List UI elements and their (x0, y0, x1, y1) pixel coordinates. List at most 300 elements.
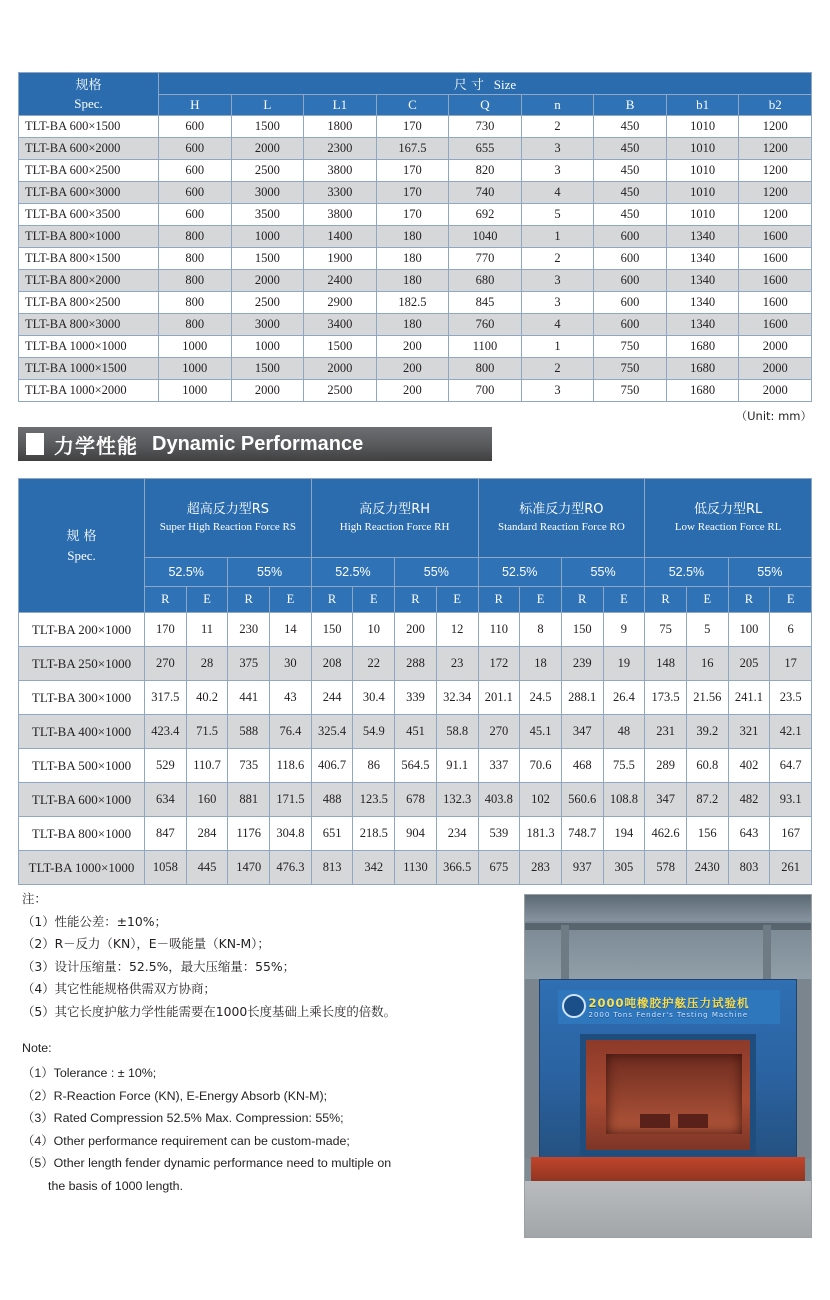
dimension-cell: 2000 (304, 358, 377, 380)
dimension-cell: 2000 (739, 380, 812, 402)
performance-percent-header-8: 55% (728, 558, 811, 586)
performance-group-header-cn: 标准反力型RO (519, 501, 604, 517)
dimension-cell: 450 (594, 182, 667, 204)
dimension-cell: 3 (521, 138, 594, 160)
performance-group-header-en: High Reaction Force RH (339, 520, 450, 533)
performance-re-header-8: E (436, 586, 478, 612)
dimension-cell: 3300 (304, 182, 377, 204)
dimension-row-spec: TLT-BA 1000×1000 (19, 336, 159, 358)
performance-cell: 441 (228, 681, 270, 715)
performance-cell: 76.4 (270, 715, 312, 749)
dimension-row-spec: TLT-BA 800×1000 (19, 226, 159, 248)
performance-re-header-7: R (395, 586, 437, 612)
performance-cell: 239 (561, 647, 603, 681)
dimension-col-header-b2: b2 (739, 95, 812, 116)
dimension-cell: 170 (376, 116, 449, 138)
dimension-cell: 1010 (666, 182, 739, 204)
performance-cell: 110.7 (186, 749, 228, 783)
table-row (19, 336, 812, 358)
dimension-cell: 3000 (231, 314, 304, 336)
notes-title-cn: 注： (22, 891, 47, 906)
table-row (19, 613, 812, 647)
dimension-cell: 2 (521, 248, 594, 270)
performance-cell: 529 (145, 749, 187, 783)
dimension-cell: 2500 (304, 380, 377, 402)
performance-cell: 70.6 (520, 749, 562, 783)
dimension-cell: 1600 (739, 248, 812, 270)
performance-cell: 71.5 (186, 715, 228, 749)
dimension-cell: 750 (594, 336, 667, 358)
dimension-cell: 600 (594, 226, 667, 248)
dimension-cell: 182.5 (376, 292, 449, 314)
dimension-cell: 1200 (739, 116, 812, 138)
performance-row-spec: TLT-BA 600×1000 (19, 783, 145, 817)
dimension-cell: 1000 (231, 226, 304, 248)
photo-column-right (763, 925, 771, 985)
table-row (19, 681, 812, 715)
banner-title-en: Dynamic Performance (152, 432, 364, 455)
dimension-cell: 800 (159, 292, 232, 314)
dimension-table-body (19, 116, 812, 402)
performance-re-header-3: R (228, 586, 270, 612)
dimension-cell: 1010 (666, 116, 739, 138)
photo-fender-specimen (606, 1054, 742, 1134)
performance-cell: 39.2 (686, 715, 728, 749)
note-line-en-3: （3）Rated Compression 52.5% Max. Compression: 55%; (22, 1111, 344, 1126)
performance-cell: 366.5 (436, 851, 478, 885)
dimension-cell: 800 (159, 226, 232, 248)
dimension-cell: 740 (449, 182, 522, 204)
performance-cell: 170 (145, 613, 187, 647)
table-row (19, 380, 812, 402)
dimension-cell: 1040 (449, 226, 522, 248)
performance-cell: 23 (436, 647, 478, 681)
performance-cell: 468 (561, 749, 603, 783)
dimension-cell: 200 (376, 358, 449, 380)
performance-cell: 270 (478, 715, 520, 749)
section-banner-dynamic-performance (18, 427, 492, 461)
photo-column-left (561, 925, 569, 985)
performance-table-body (19, 613, 812, 885)
dimension-cell: 1000 (159, 380, 232, 402)
performance-cell: 22 (353, 647, 395, 681)
dimension-col-header-b: B (594, 95, 667, 116)
dimension-cell: 200 (376, 336, 449, 358)
performance-group-header-1 (145, 479, 312, 558)
dimension-cell: 450 (594, 138, 667, 160)
performance-cell: 42.1 (770, 715, 812, 749)
photo-roof (525, 895, 811, 921)
dimension-cell: 2900 (304, 292, 377, 314)
performance-cell: 200 (395, 613, 437, 647)
performance-cell: 288 (395, 647, 437, 681)
photo-specimen-slot-right (678, 1114, 708, 1128)
dimension-cell: 3800 (304, 204, 377, 226)
dimension-cell: 3 (521, 160, 594, 182)
performance-cell: 150 (561, 613, 603, 647)
photo-floor (525, 1181, 811, 1238)
table-row (19, 749, 812, 783)
performance-cell: 283 (520, 851, 562, 885)
dimension-col-header-l: L (231, 95, 304, 116)
table-row (19, 248, 812, 270)
performance-cell: 284 (186, 817, 228, 851)
dimension-row-spec: TLT-BA 800×3000 (19, 314, 159, 336)
dimension-cell: 180 (376, 248, 449, 270)
performance-cell: 904 (395, 817, 437, 851)
dimension-cell: 3800 (304, 160, 377, 182)
photo-machine-sign (558, 990, 780, 1024)
dimension-cell: 1340 (666, 292, 739, 314)
dimension-cell: 2000 (231, 380, 304, 402)
performance-cell: 402 (728, 749, 770, 783)
performance-row-spec: TLT-BA 1000×1000 (19, 851, 145, 885)
photo-company-logo (562, 994, 586, 1018)
dimension-cell: 180 (376, 314, 449, 336)
performance-cell: 132.3 (436, 783, 478, 817)
performance-cell: 2430 (686, 851, 728, 885)
performance-re-header-1: R (145, 586, 187, 612)
performance-percent-header-3: 52.5% (311, 558, 394, 586)
performance-cell: 735 (228, 749, 270, 783)
performance-group-header-en: Standard Reaction Force RO (497, 520, 625, 533)
dimension-cell: 2000 (739, 358, 812, 380)
dimension-cell: 180 (376, 226, 449, 248)
dimension-row-spec: TLT-BA 800×2500 (19, 292, 159, 314)
dimension-cell: 700 (449, 380, 522, 402)
table-row (19, 817, 812, 851)
performance-spec-header (19, 479, 145, 613)
dimension-cell: 167.5 (376, 138, 449, 160)
performance-cell: 560.6 (561, 783, 603, 817)
performance-cell: 578 (645, 851, 687, 885)
dimension-cell: 1 (521, 226, 594, 248)
performance-cell: 123.5 (353, 783, 395, 817)
dimension-row-spec: TLT-BA 800×1500 (19, 248, 159, 270)
dimension-size-header-en: Size (493, 77, 517, 92)
dimension-cell: 3500 (231, 204, 304, 226)
performance-cell: 588 (228, 715, 270, 749)
performance-cell: 100 (728, 613, 770, 647)
performance-percent-header-2: 55% (228, 558, 311, 586)
dimension-cell: 180 (376, 270, 449, 292)
performance-cell: 14 (270, 613, 312, 647)
dimension-cell: 1600 (739, 226, 812, 248)
performance-group-header-2 (311, 479, 478, 558)
dimension-cell: 600 (594, 292, 667, 314)
performance-cell: 564.5 (395, 749, 437, 783)
dimension-cell: 800 (159, 314, 232, 336)
dimension-cell: 2400 (304, 270, 377, 292)
performance-cell: 403.8 (478, 783, 520, 817)
dimension-cell: 600 (159, 160, 232, 182)
dimension-cell: 692 (449, 204, 522, 226)
dimension-cell: 3 (521, 380, 594, 402)
performance-cell: 218.5 (353, 817, 395, 851)
performance-cell: 241.1 (728, 681, 770, 715)
performance-re-header-2: E (186, 586, 228, 612)
dimension-cell: 1010 (666, 138, 739, 160)
performance-group-row (19, 479, 812, 558)
table-row (19, 138, 812, 160)
performance-cell: 32.34 (436, 681, 478, 715)
performance-percent-header-6: 55% (561, 558, 644, 586)
performance-cell: 91.1 (436, 749, 478, 783)
performance-cell: 8 (520, 613, 562, 647)
performance-cell: 48 (603, 715, 645, 749)
dimension-cell: 1000 (231, 336, 304, 358)
performance-cell: 634 (145, 783, 187, 817)
dimension-cell: 4 (521, 314, 594, 336)
dimension-cell: 3400 (304, 314, 377, 336)
performance-cell: 10 (353, 613, 395, 647)
performance-cell: 488 (311, 783, 353, 817)
performance-re-header-15: R (728, 586, 770, 612)
performance-cell: 43 (270, 681, 312, 715)
notes-list-en (22, 1062, 492, 1175)
table-row (19, 851, 812, 885)
dimension-row-spec: TLT-BA 1000×2000 (19, 380, 159, 402)
dimension-cell: 1200 (739, 138, 812, 160)
dimension-cell: 1340 (666, 226, 739, 248)
dimension-cell: 680 (449, 270, 522, 292)
performance-cell: 16 (686, 647, 728, 681)
performance-group-header-en: Low Reaction Force RL (674, 520, 782, 533)
performance-cell: 675 (478, 851, 520, 885)
performance-cell: 173.5 (645, 681, 687, 715)
performance-group-header-cn: 低反力型RL (693, 501, 763, 517)
performance-group-header-4 (645, 479, 812, 558)
performance-cell: 171.5 (270, 783, 312, 817)
performance-cell: 445 (186, 851, 228, 885)
note-line-cn-2: （2）R－反力（KN），E－吸能量（KN-M）； (22, 936, 270, 952)
dimension-cell: 1800 (304, 116, 377, 138)
performance-cell: 317.5 (145, 681, 187, 715)
performance-cell: 40.2 (186, 681, 228, 715)
dimension-col-header-c: C (376, 95, 449, 116)
performance-re-header-12: E (603, 586, 645, 612)
performance-cell: 881 (228, 783, 270, 817)
performance-cell: 261 (770, 851, 812, 885)
performance-cell: 58.8 (436, 715, 478, 749)
performance-percent-header-5: 52.5% (478, 558, 561, 586)
performance-cell: 102 (520, 783, 562, 817)
performance-cell: 234 (436, 817, 478, 851)
dimension-cell: 5 (521, 204, 594, 226)
performance-cell: 748.7 (561, 817, 603, 851)
dimension-cell: 800 (159, 248, 232, 270)
performance-cell: 651 (311, 817, 353, 851)
banner-bar-icon (26, 433, 44, 455)
performance-cell: 28 (186, 647, 228, 681)
performance-cell: 482 (728, 783, 770, 817)
photo-machine-base (531, 1157, 805, 1183)
table-row (19, 204, 812, 226)
performance-cell: 160 (186, 783, 228, 817)
performance-cell: 75.5 (603, 749, 645, 783)
performance-cell: 321 (728, 715, 770, 749)
performance-cell: 270 (145, 647, 187, 681)
notes-en-continuation (22, 1175, 492, 1198)
performance-cell: 325.4 (311, 715, 353, 749)
performance-cell: 1470 (228, 851, 270, 885)
performance-cell: 1058 (145, 851, 187, 885)
dimension-cell: 170 (376, 204, 449, 226)
table-row (19, 270, 812, 292)
dimension-cell: 1010 (666, 160, 739, 182)
performance-cell: 30 (270, 647, 312, 681)
photo-sign-sub: 2000 Tons Fender's Testing Machine (588, 1011, 749, 1019)
dimension-cell: 760 (449, 314, 522, 336)
dimension-cell: 1400 (304, 226, 377, 248)
dimension-cell: 1900 (304, 248, 377, 270)
performance-cell: 24.5 (520, 681, 562, 715)
performance-cell: 9 (603, 613, 645, 647)
dimension-cell: 1600 (739, 270, 812, 292)
dimension-row-spec: TLT-BA 600×2000 (19, 138, 159, 160)
dimension-col-header-h: H (159, 95, 232, 116)
dimension-cell: 1010 (666, 204, 739, 226)
dimension-spec-header (19, 73, 159, 116)
performance-cell: 423.4 (145, 715, 187, 749)
dimension-row-spec: TLT-BA 600×2500 (19, 160, 159, 182)
photo-wall-right (797, 979, 811, 1159)
performance-cell: 110 (478, 613, 520, 647)
dimension-col-header-n: n (521, 95, 594, 116)
dimension-cell: 2000 (231, 138, 304, 160)
performance-percent-header-7: 52.5% (645, 558, 728, 586)
dimension-cell: 600 (594, 314, 667, 336)
dimension-cell: 2 (521, 116, 594, 138)
performance-cell: 847 (145, 817, 187, 851)
notes-title-en: Note: (22, 1041, 52, 1056)
dimension-cell: 1200 (739, 204, 812, 226)
dimension-size-header-cn: 尺 寸 (453, 78, 484, 93)
dimension-cell: 1000 (159, 358, 232, 380)
table-row (19, 116, 812, 138)
dimension-cell: 2500 (231, 160, 304, 182)
performance-spec-header-cn: 规 格 (66, 528, 97, 544)
dimension-cell: 730 (449, 116, 522, 138)
performance-percent-header-4: 55% (395, 558, 478, 586)
performance-cell: 45.1 (520, 715, 562, 749)
table-row (19, 292, 812, 314)
performance-re-header-13: R (645, 586, 687, 612)
dimension-cell: 1500 (231, 116, 304, 138)
dimension-table (18, 72, 812, 402)
dimension-spec-header-cn: 规格 (75, 77, 102, 93)
performance-cell: 643 (728, 817, 770, 851)
dimension-cell: 1200 (739, 182, 812, 204)
performance-cell: 19 (603, 647, 645, 681)
dimension-row-spec: TLT-BA 1000×1500 (19, 358, 159, 380)
dimension-cell: 800 (449, 358, 522, 380)
dimension-col-header-l1: L1 (304, 95, 377, 116)
performance-cell: 30.4 (353, 681, 395, 715)
dimension-cell: 170 (376, 160, 449, 182)
dimension-cell: 2000 (231, 270, 304, 292)
dimension-cell: 820 (449, 160, 522, 182)
table-row (19, 160, 812, 182)
performance-cell: 11 (186, 613, 228, 647)
performance-cell: 6 (770, 613, 812, 647)
performance-cell: 194 (603, 817, 645, 851)
performance-cell: 342 (353, 851, 395, 885)
dimension-cell: 1200 (739, 160, 812, 182)
dimension-cell: 450 (594, 116, 667, 138)
dimension-cell: 655 (449, 138, 522, 160)
performance-spec-header-en: Spec. (67, 548, 96, 563)
table-row (19, 715, 812, 749)
performance-group-header-3 (478, 479, 645, 558)
performance-cell: 156 (686, 817, 728, 851)
performance-cell: 1130 (395, 851, 437, 885)
dimension-size-header (159, 73, 812, 95)
dimension-cell: 1340 (666, 314, 739, 336)
note-line-cn-1: （1）性能公差：±10%； (22, 913, 167, 929)
performance-cell: 12 (436, 613, 478, 647)
dimension-cell: 4 (521, 182, 594, 204)
notes-list-cn (22, 911, 492, 1024)
performance-cell: 539 (478, 817, 520, 851)
dimension-cell: 3 (521, 292, 594, 314)
performance-cell: 87.2 (686, 783, 728, 817)
performance-re-header-14: E (686, 586, 728, 612)
table-row (19, 358, 812, 380)
dimension-cell: 2 (521, 358, 594, 380)
performance-row-spec: TLT-BA 250×1000 (19, 647, 145, 681)
dimension-cell: 1100 (449, 336, 522, 358)
performance-cell: 937 (561, 851, 603, 885)
performance-cell: 26.4 (603, 681, 645, 715)
performance-cell: 93.1 (770, 783, 812, 817)
table-row (19, 182, 812, 204)
performance-cell: 75 (645, 613, 687, 647)
dimension-cell: 600 (159, 182, 232, 204)
dimension-cell: 770 (449, 248, 522, 270)
performance-row-spec: TLT-BA 500×1000 (19, 749, 145, 783)
performance-cell: 118.6 (270, 749, 312, 783)
dimension-cell: 1340 (666, 270, 739, 292)
performance-re-header-11: R (561, 586, 603, 612)
photo-specimen-slot-left (640, 1114, 670, 1128)
performance-row-spec: TLT-BA 200×1000 (19, 613, 145, 647)
note-line-cn-5: （5）其它长度护舷力学性能需要在1000长度基础上乘长度的倍数。 (22, 1003, 396, 1019)
performance-cell: 1176 (228, 817, 270, 851)
dimension-cell: 2500 (231, 292, 304, 314)
dimension-cell: 1680 (666, 336, 739, 358)
performance-cell: 406.7 (311, 749, 353, 783)
performance-cell: 375 (228, 647, 270, 681)
dimension-row-spec: TLT-BA 600×3500 (19, 204, 159, 226)
performance-cell: 205 (728, 647, 770, 681)
dimension-row-spec: TLT-BA 600×1500 (19, 116, 159, 138)
performance-re-header-4: E (270, 586, 312, 612)
dynamic-performance-table (18, 478, 812, 885)
table-row (19, 226, 812, 248)
dimension-cell: 2000 (739, 336, 812, 358)
dimension-cell: 1600 (739, 314, 812, 336)
notes-block (22, 888, 492, 1198)
performance-group-header-cn: 高反力型RH (359, 501, 431, 517)
photo-machine-frame (539, 979, 797, 1165)
dimension-cell: 170 (376, 182, 449, 204)
dimension-row-spec: TLT-BA 800×2000 (19, 270, 159, 292)
testing-machine-photo (524, 894, 812, 1238)
dimension-table-head (19, 73, 812, 116)
performance-cell: 304.8 (270, 817, 312, 851)
performance-re-header-10: E (520, 586, 562, 612)
